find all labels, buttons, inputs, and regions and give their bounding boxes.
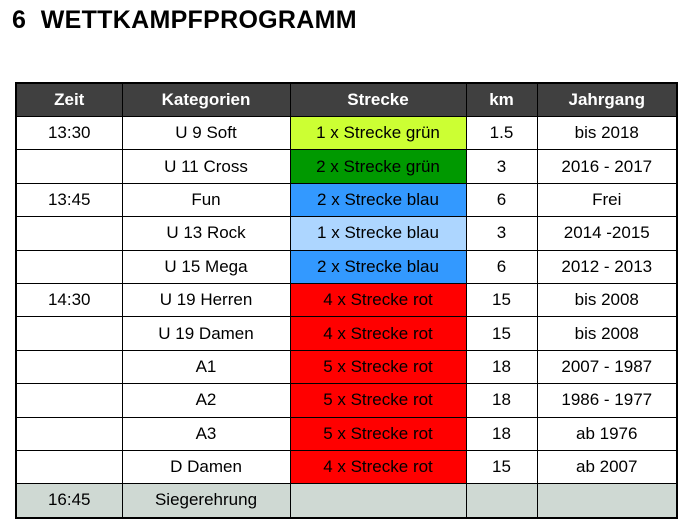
cell-km-empty	[466, 484, 537, 518]
table-row	[16, 217, 677, 250]
cell-jahrgang: ab 2007	[537, 450, 677, 483]
cell-jahrgang: bis 2008	[537, 317, 677, 350]
cell-km: 6	[466, 183, 537, 216]
cell-jahrgang: 2014 -2015	[537, 217, 677, 250]
table-row	[16, 384, 677, 417]
cell-km: 1.5	[466, 117, 537, 150]
cell-strecke: 5 x Strecke rot	[290, 350, 466, 383]
table-row	[16, 350, 677, 383]
cell-km: 15	[466, 450, 537, 483]
cell-strecke-empty	[290, 484, 466, 518]
header-row	[16, 83, 677, 117]
cell-zeit	[16, 250, 122, 283]
cell-kategorie: D Damen	[122, 450, 290, 483]
cell-jahrgang: bis 2008	[537, 283, 677, 316]
cell-strecke: 1 x Strecke blau	[290, 217, 466, 250]
cell-zeit	[16, 450, 122, 483]
table-row	[16, 250, 677, 283]
cell-kategorie: U 9 Soft	[122, 117, 290, 150]
cell-kategorie: Siegerehrung	[122, 484, 290, 518]
award-ceremony-row	[16, 484, 677, 518]
cell-kategorie: U 19 Herren	[122, 283, 290, 316]
cell-zeit	[16, 150, 122, 183]
cell-km: 6	[466, 250, 537, 283]
cell-jahrgang: ab 1976	[537, 417, 677, 450]
cell-kategorie: Fun	[122, 183, 290, 216]
table-row	[16, 150, 677, 183]
table-row	[16, 417, 677, 450]
cell-zeit: 16:45	[16, 484, 122, 518]
cell-jahrgang: Frei	[537, 183, 677, 216]
cell-zeit	[16, 384, 122, 417]
cell-km: 18	[466, 350, 537, 383]
cell-jahrgang: 2016 - 2017	[537, 150, 677, 183]
table-row	[16, 283, 677, 316]
cell-km: 3	[466, 150, 537, 183]
cell-jahrgang: 1986 - 1977	[537, 384, 677, 417]
cell-strecke: 2 x Strecke blau	[290, 250, 466, 283]
cell-strecke: 4 x Strecke rot	[290, 317, 466, 350]
cell-zeit	[16, 317, 122, 350]
cell-km: 15	[466, 283, 537, 316]
cell-kategorie: A1	[122, 350, 290, 383]
section-title: WETTKAMPFPROGRAMM	[40, 6, 357, 34]
header-kategorien: Kategorien	[122, 83, 290, 117]
header-strecke: Strecke	[290, 83, 466, 117]
section-heading	[12, 6, 357, 35]
cell-zeit	[16, 417, 122, 450]
cell-zeit: 14:30	[16, 283, 122, 316]
cell-jahrgang-empty	[537, 484, 677, 518]
cell-strecke: 4 x Strecke rot	[290, 450, 466, 483]
cell-strecke: 5 x Strecke rot	[290, 417, 466, 450]
table-row	[16, 317, 677, 350]
cell-zeit: 13:45	[16, 183, 122, 216]
cell-zeit	[16, 217, 122, 250]
cell-km: 15	[466, 317, 537, 350]
cell-strecke: 2 x Strecke blau	[290, 183, 466, 216]
section-number: 6	[12, 6, 27, 34]
header-jahrgang: Jahrgang	[537, 83, 677, 117]
cell-kategorie: U 19 Damen	[122, 317, 290, 350]
cell-zeit	[16, 350, 122, 383]
table-row	[16, 117, 677, 150]
cell-km: 3	[466, 217, 537, 250]
cell-kategorie: A3	[122, 417, 290, 450]
table-row	[16, 450, 677, 483]
cell-km: 18	[466, 384, 537, 417]
cell-kategorie: A2	[122, 384, 290, 417]
cell-strecke: 2 x Strecke grün	[290, 150, 466, 183]
cell-kategorie: U 15 Mega	[122, 250, 290, 283]
cell-strecke: 4 x Strecke rot	[290, 283, 466, 316]
cell-jahrgang: bis 2018	[537, 117, 677, 150]
competition-program-table	[15, 82, 678, 519]
cell-kategorie: U 11 Cross	[122, 150, 290, 183]
cell-strecke: 5 x Strecke rot	[290, 384, 466, 417]
cell-zeit: 13:30	[16, 117, 122, 150]
cell-jahrgang: 2012 - 2013	[537, 250, 677, 283]
cell-km: 18	[466, 417, 537, 450]
header-zeit: Zeit	[16, 83, 122, 117]
cell-kategorie: U 13 Rock	[122, 217, 290, 250]
cell-strecke: 1 x Strecke grün	[290, 117, 466, 150]
table-row	[16, 183, 677, 216]
header-km: km	[466, 83, 537, 117]
cell-jahrgang: 2007 - 1987	[537, 350, 677, 383]
